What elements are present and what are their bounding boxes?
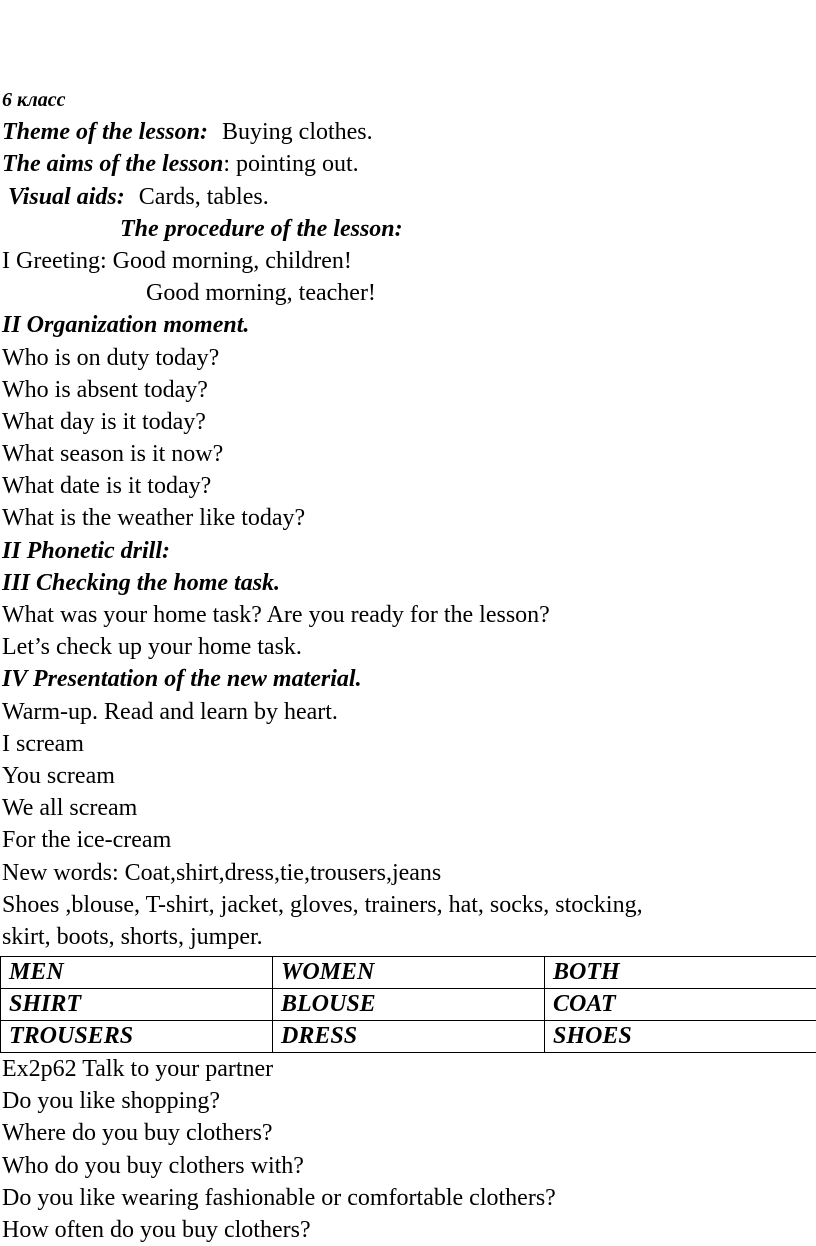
phonetic-title: II Phonetic drill:: [2, 535, 814, 567]
talk-line: How often do you buy clothers?: [2, 1214, 814, 1246]
talk-line: Do you like shopping?: [2, 1085, 814, 1117]
organization-title: II Organization moment.: [2, 309, 814, 341]
table-row: [1, 989, 816, 1021]
greeting-line-2: Good morning, teacher!: [2, 277, 814, 309]
table-row: [1, 1021, 816, 1053]
question-line: What day is it today?: [2, 406, 814, 438]
new-words-line: skirt, boots, shorts, jumper.: [2, 921, 814, 953]
poem-line: We all scream: [2, 792, 814, 824]
table-row: [1, 957, 816, 989]
aids-label: Visual aids:: [8, 184, 125, 210]
talk-line: Do you like wearing fashionable or comfortable clothers?: [2, 1182, 814, 1214]
question-line: What season is it now?: [2, 438, 814, 470]
poem-line: I scream: [2, 728, 814, 760]
question-line: What is the weather like today?: [2, 502, 814, 534]
table-cell: DRESS: [273, 1021, 545, 1053]
aids-value: Cards, tables.: [139, 184, 269, 210]
aims-value: : pointing out.: [223, 151, 358, 177]
table-cell: SHIRT: [1, 989, 273, 1021]
lesson-document: [2, 84, 814, 1246]
table-header-cell: BOTH: [545, 957, 816, 989]
new-words-line: New words: Coat,shirt,dress,tie,trousers,jeans: [2, 857, 814, 889]
procedure-title: The procedure of the lesson:: [2, 213, 814, 245]
clothes-table: [0, 956, 816, 1053]
theme-value: Buying clothes.: [222, 119, 373, 145]
theme-label: Theme of the lesson:: [2, 119, 208, 145]
table-cell: TROUSERS: [1, 1021, 273, 1053]
aids-line: [2, 181, 814, 213]
question-line: Who is on duty today?: [2, 342, 814, 374]
table-cell: BLOUSE: [273, 989, 545, 1021]
question-line: Who is absent today?: [2, 374, 814, 406]
grade-label: 6 класс: [2, 84, 814, 116]
talk-line: Ex2p62 Talk to your partner: [2, 1053, 814, 1085]
greeting-line-1: I Greeting: Good morning, children!: [2, 245, 814, 277]
poem-line: For the ice-cream: [2, 824, 814, 856]
talk-line: Where do you buy clothers?: [2, 1117, 814, 1149]
home-task-title: III Checking the home task.: [2, 567, 814, 599]
home-task-line: Let’s check up your home task.: [2, 631, 814, 663]
table-cell: COAT: [545, 989, 816, 1021]
talk-line: Who do you buy clothers with?: [2, 1150, 814, 1182]
home-task-line: What was your home task? Are you ready for the lesson?: [2, 599, 814, 631]
new-words-line: Shoes ,blouse, T-shirt, jacket, gloves, trainers, hat, socks, stocking,: [2, 889, 814, 921]
question-line: What date is it today?: [2, 470, 814, 502]
table-header-cell: WOMEN: [273, 957, 545, 989]
presentation-line: Warm-up. Read and learn by heart.: [2, 696, 814, 728]
aims-line: [2, 148, 814, 180]
poem-line: You scream: [2, 760, 814, 792]
table-header-cell: MEN: [1, 957, 273, 989]
aims-label: The aims of the lesson: [2, 151, 223, 177]
theme-line: [2, 116, 814, 148]
table-cell: SHOES: [545, 1021, 816, 1053]
presentation-title: IV Presentation of the new material.: [2, 663, 814, 695]
